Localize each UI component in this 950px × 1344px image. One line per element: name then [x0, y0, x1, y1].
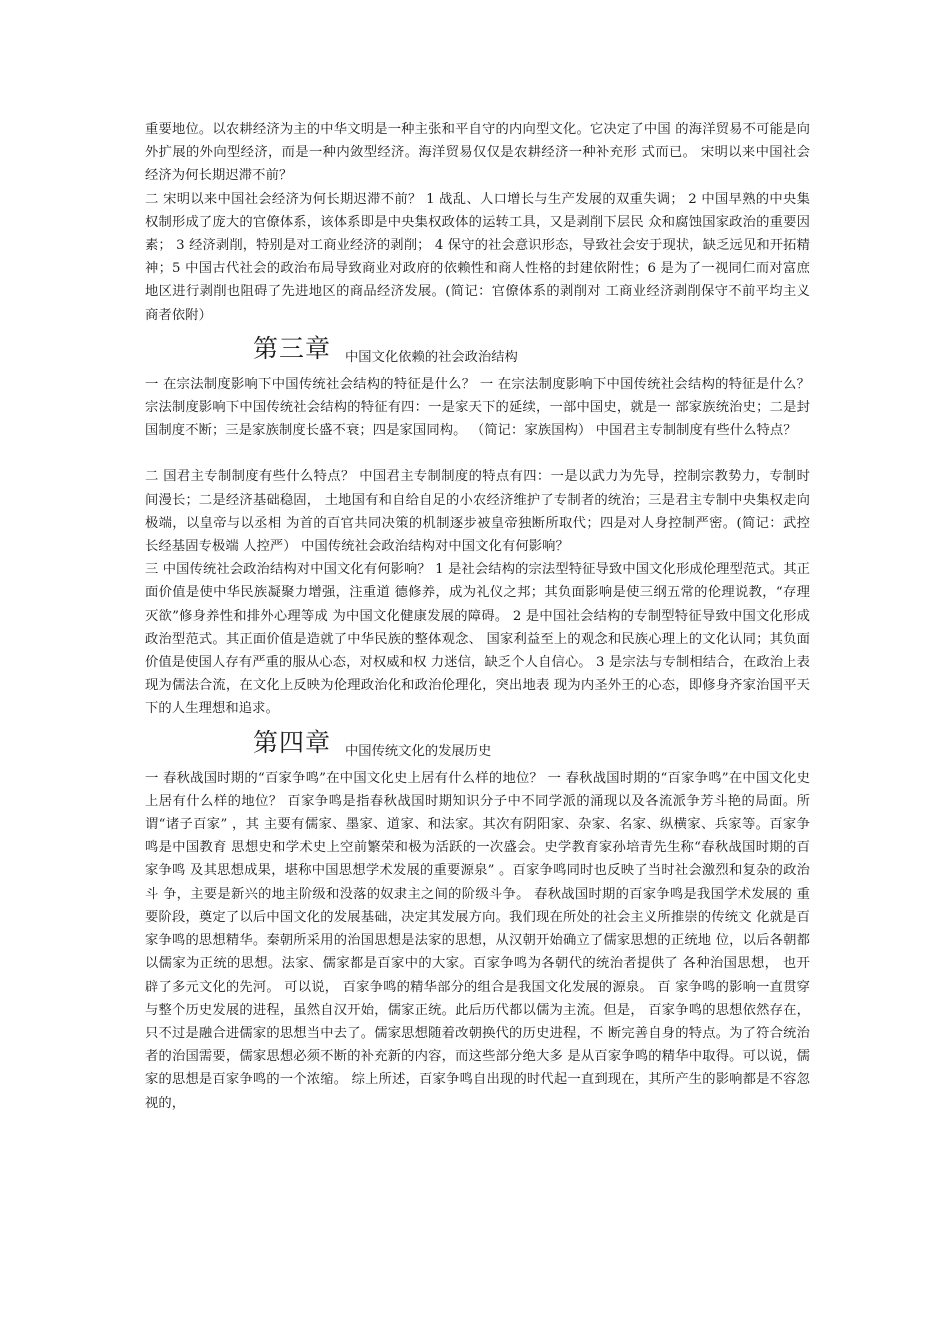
paragraph-intro: 重要地位。以农耕经济为主的中华文明是一种主张和平自守的内向型文化。它决定了中国 的海洋贸易不可能是向外扩展的外向型经济，而是一种内敛型经济。海洋贸易仅仅是农耕经济一种补充形 式而已。 宋明以来中国社会经济为何长期迟滞不前？ — [145, 122, 810, 184]
chapter-3-paragraph-1: 一 在宗法制度影响下中国传统社会结构的特征是什么？ 一 在宗法制度影响下中国传统社会结构的特征是什么？ 宗法制度影响下中国传统社会结构的特征有四：一是家天下的延续，一部中国史，就是一 部家族统治史；二是封国制度不断；三是家族制度长盛不衰；四是家国同构。 （简记：家族国构） 中国君主专制制度有些什么特点？ — [145, 376, 810, 439]
blank-line — [145, 442, 810, 465]
chapter-3-subtitle: 中国文化依赖的社会政治结构 — [345, 349, 518, 365]
chapter-3-heading — [145, 327, 810, 373]
chapter-3-paragraph-2: 二 国君主专制制度有些什么特点？ 中国君主专制制度的特点有四：一是以武力为先导，控制宗教势力，专制时间漫长；二是经济基础稳固， 土地国有和自给自足的小农经济维护了专制者的统治；三是君主专制中央集权走向极端，以皇帝与以丞相 为首的百官共同决策的机制逐步被皇帝独断所取代；四是对人身控制严密。(简记：武控长经基固专极端 人控严） 中国传统社会政治结构对中国文化有何影响？ — [145, 469, 810, 555]
chapter-4-paragraph-1: 一 春秋战国时期的“百家争鸣”在中国文化史上居有什么样的地位？ 一 春秋战国时期的“百家争鸣”在中国文化史上居有什么样的地位？ 百家争鸣是指春秋战国时期知识分子中不同学派的涌现以及各流派争芳斗艳的局面。所谓“诸子百家” ，其 主要有儒家、墨家、道家、和法家。其次有阴阳家、杂家、名家、纵横家、兵家等。百家争鸣是中国教育 思想史和学术史上空前繁荣和极为活跃的一次盛会。史学教育家孙培青先生称“春秋战国时期的百家争鸣 及其思想成果，堪称中国思想学术发展的重要源泉” 。百家争鸣同时也反映了当时社会激烈和复杂的政治斗 争，主要是新兴的地主阶级和没落的奴隶主之间的阶级斗争。 春秋战国时期的百家争鸣是我国学术发展的 重要阶段，奠定了以后中国文化的发展基础，决定其发展方向。我们现在所处的社会主义所推崇的传统文 化就是百家争鸣的思想精华。秦朝所采用的治国思想是法家的思想，从汉朝开始确立了儒家思想的正统地 位，以后各朝都以儒家为正统的思想。法家、儒家都是百家中的大家。百家争鸣为各朝代的统治者提供了 各种治国思想， 也开辟了多元文化的先河。 可以说， 百家争鸣的精华部分的组合是我国文化发展的源泉。 百 家争鸣的影响一直贯穿与整个历史发展的进程，虽然自汉开始，儒家正统。此后历代都以儒为主流。但是， 百家争鸣的思想依然存在，只不过是融合进儒家的思想当中去了。儒家思想随着改朝换代的历史进程，不 断完善自身的特点。为了符合统治者的治国需要，儒家思想必须不断的补充新的内容，而这些部分绝大多 是从百家争鸣的精华中取得。可以说，儒家的思想是百家争鸣的一个浓缩。 综上所述，百家争鸣自出现的时代起一直到现在，其所产生的影响都是不容忽视的， — [145, 770, 810, 1111]
chapter-4-subtitle: 中国传统文化的发展历史 — [345, 743, 492, 759]
chapter-4-heading — [145, 721, 810, 767]
paragraph-song-ming-stagnation: 二 宋明以来中国社会经济为何长期迟滞不前？ 1 战乱、人口增长与生产发展的双重失调； 2 中国早熟的中央集权制形成了庞大的官僚体系，该体系即是中央集权政体的运转工具，又是剥削下层民 众和腐蚀国家政治的重要因素； 3 经济剥削，特别是对工商业经济的剥削； 4 保守的社会意识形态，导致社会安于现状，缺乏远见和开拓精神；5 中国古代社会的政治布局导致商业对政府的依赖性和商人性格的封建依附性；6 是为了一视同仁而对富庶地区进行剥削也阻碍了先进地区的商品经济发展。(简记：官僚体系的剥削对 工商业经济剥削保守不前平均主义商者依附） — [145, 191, 810, 323]
chapter-3-paragraph-3: 三 中国传统社会政治结构对中国文化有何影响？ 1 是社会结构的宗法型特征导致中国文化形成伦理型范式。其正面价值是使中华民族凝聚力增强，注重道 德修养，成为礼仪之邦；其负面影响是使三纲五常的伦理说教，“存理灭欲”修身养性和排外心理等成 为中国文化健康发展的障碍。 2 是中国社会结构的专制型特征导致中国文化形成政治型范式。其正面价值是造就了中华民族的整体观念、 国家利益至上的观念和民族心理上的文化认同；其负面价值是使国人存有严重的服从心态，对权威和权 力迷信，缺乏个人自信心。 3 是宗法与专制相结合，在政治上表现为儒法合流，在文化上反映为伦理政治化和政治伦理化，突出地表 现为内圣外王的心态，即修身齐家治国平天下的人生理想和追求。 — [145, 562, 810, 717]
chapter-3-title: 第三章 — [253, 333, 332, 363]
chapter-4-title: 第四章 — [253, 727, 332, 757]
document-page — [145, 118, 810, 1115]
